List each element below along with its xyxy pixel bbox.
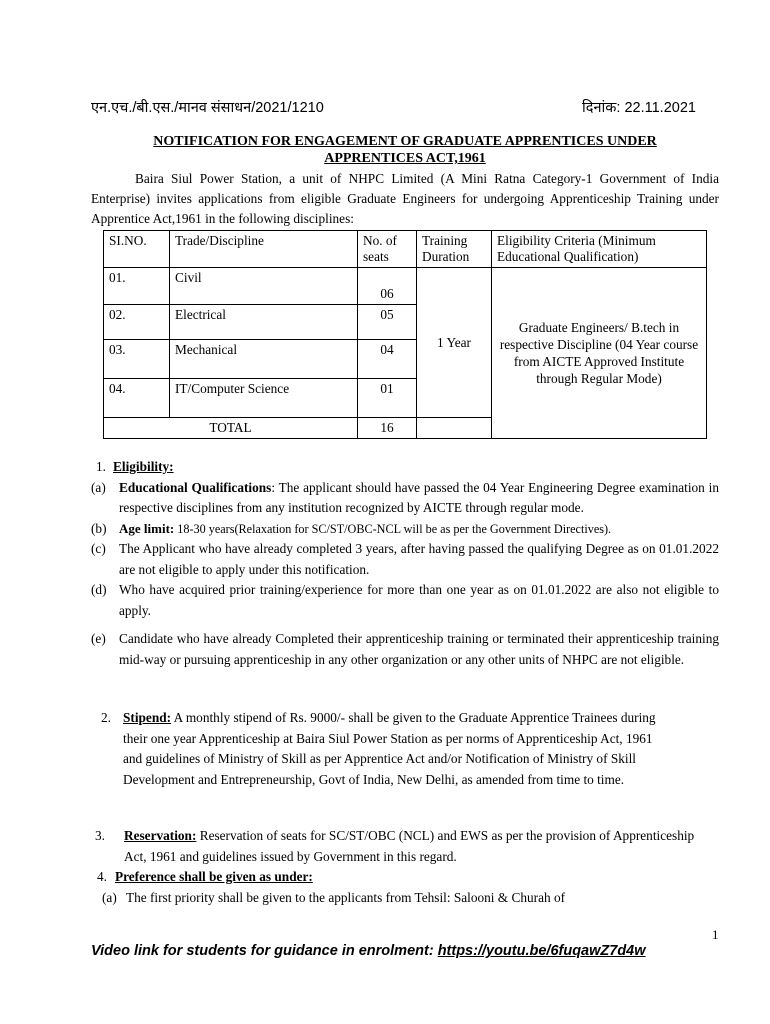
header-trade: Trade/Discipline (170, 231, 358, 268)
cell-sl: 04. (104, 379, 170, 418)
table-header-row (104, 231, 707, 268)
notification-date: दिनांक: 22.11.2021 (582, 100, 696, 116)
preference-section: 4. Preference shall be given as under: (a) The first priority shall be given to the applicants from Tehsil: Salooni & Churah of (97, 867, 719, 908)
total-value: 16 (358, 418, 417, 439)
eligibility-item-c: (c) The Applicant who have already completed 3 years, after having passed the qualifying Degree as on 01.01.2022 are not eligible to apply under this notification. (91, 541, 719, 577)
stipend-section: 2. Stipend: A monthly stipend of Rs. 9000/- shall be given to the Graduate Apprentice Trainees during their one year Apprenticeship at Baira Siul Power Station as per norms of Apprenticeship Act, 1961 and guidelines of Ministry of Skill as per Apprentice Act and/or Notification of Ministry of Skill Development and Entrepreneurship, Govt of India, New Delhi, as amended from time to time. (101, 710, 656, 787)
cell-sl: 01. (104, 268, 170, 305)
cell-seats: 06 (358, 268, 417, 305)
intro-text: Baira Siul Power Station, a unit of NHPC Limited (A Mini Ratna Category-1 Government of India Enterprise) invites applications from eligible Graduate Engineers for undergoing Apprenticeship Training under Apprentice Act,1961 in the following disciplines: (91, 171, 719, 226)
cell-trade: IT/Computer Science (170, 379, 358, 418)
video-link-line (91, 943, 646, 959)
preference-item-a: (a) The first priority shall be given to the applicants from Tehsil: Salooni & Churah of (102, 889, 566, 905)
total-label: TOTAL (104, 418, 358, 439)
header-criteria: Eligibility Criteria (Minimum Educational Qualification) (492, 231, 707, 268)
cell-criteria: Graduate Engineers/ B.tech in respective Discipline (04 Year course from AICTE Approved Institute through Regular Mode) (492, 268, 707, 439)
cell-sl: 02. (104, 305, 170, 340)
eligibility-item-b: (b) Age limit: 18-30 years(Relaxation for SC/ST/OBC-NCL will be as per the Government Directives). (91, 520, 612, 536)
header-sl: SI.NO. (104, 231, 170, 268)
table-row (104, 268, 707, 305)
cell-seats: 01 (358, 379, 417, 418)
cell-trade: Electrical (170, 305, 358, 340)
cell-trade: Civil (170, 268, 358, 305)
header-seats: No. of seats (358, 231, 417, 268)
title-line-2: APPRENTICES ACT,1961 (324, 151, 486, 166)
video-link[interactable]: https://youtu.be/6fuqawZ7d4w (437, 943, 646, 959)
seats-table (103, 230, 707, 439)
cell-seats: 05 (358, 305, 417, 340)
cell-duration: 1 Year (417, 268, 492, 418)
eligibility-heading: 1. Eligibility: (96, 459, 174, 474)
reservation-section: 3. Reservation: Reservation of seats for SC/ST/OBC (NCL) and EWS as per the provision of Apprenticeship Act, 1961 and guidelines issued by Government in this regard. (95, 828, 695, 864)
eligibility-item-d: (d) Who have acquired prior training/experience for more than one year as on 01.01.2022 are also not eligible to apply. (91, 582, 719, 618)
eligibility-item-e: (e) Candidate who have already Completed their apprenticeship training or terminated their apprenticeship training mid-way or pursuing apprenticeship in any other organization or any other units of NHPC are not eligible. (91, 631, 719, 667)
video-link-label: Video link for students for guidance in enrolment: (91, 943, 438, 959)
cell-sl: 03. (104, 340, 170, 379)
header-duration: Training Duration (417, 231, 492, 268)
page-number: 1 (712, 927, 719, 942)
notification-title (91, 133, 719, 167)
title-line-1: NOTIFICATION FOR ENGAGEMENT OF GRADUATE APPRENTICES UNDER (153, 134, 657, 149)
empty-cell (417, 418, 492, 439)
eligibility-item-a: (a) Educational Qualifications: The applicant should have passed the 04 Year Engineering Degree examination in respective disciplines from any institution recognized by AICTE through regular mode. (91, 479, 719, 515)
cell-seats: 04 (358, 340, 417, 379)
eligibility-section (91, 457, 719, 670)
cell-trade: Mechanical (170, 340, 358, 379)
reference-number: एन.एच./बी.एस./मानव संसाधन/2021/1210 (91, 100, 324, 116)
intro-paragraph (91, 169, 719, 229)
